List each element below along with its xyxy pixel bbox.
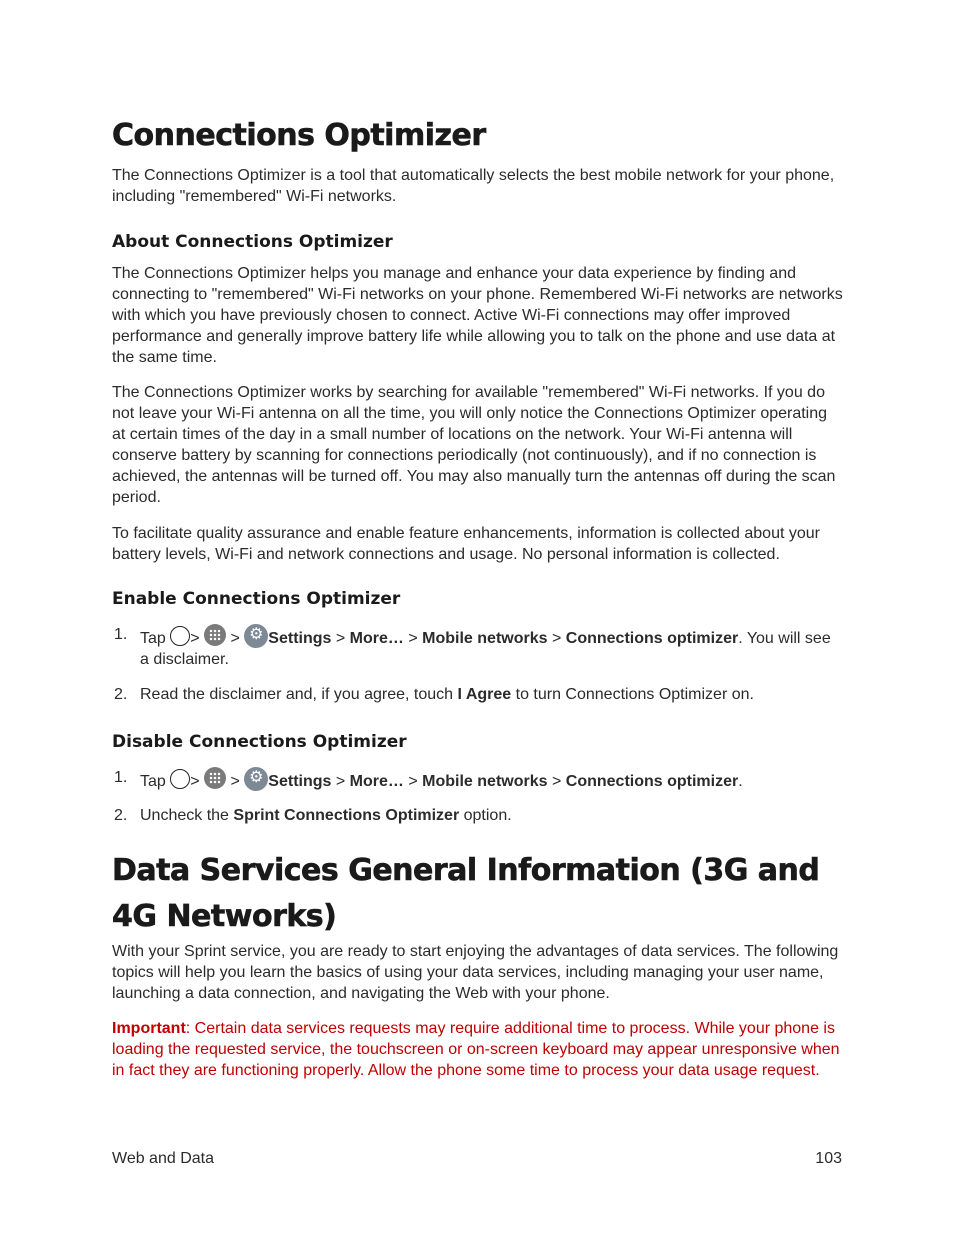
data-services-paragraph: With your Sprint service, you are ready to start enjoying the advantages of data services. The following topics will help you learn the basics of using your data services, including managing your user name, launching a data connection, and navigating the Web with your phone.: [112, 943, 839, 1002]
step-more: More…: [349, 630, 404, 647]
about-paragraph-1: The Connections Optimizer helps you manage and enhance your data experience by finding and connecting to "remembered" Wi-Fi networks on your phone. Remembered Wi-Fi networks are networks with which you have previously chosen to connect. Active Wi-Fi connections may offer improved performance and generally improve battery life while allowing you to talk on the phone and use data at the same time.: [112, 265, 843, 366]
step-connections-optimizer: Connections optimizer: [565, 630, 739, 647]
important-label: Important: [112, 1020, 186, 1037]
step-option-name: Sprint Connections Optimizer: [233, 807, 460, 824]
gt-separator: >: [190, 630, 200, 647]
disable-step-2: [112, 805, 844, 826]
important-note: [112, 1018, 844, 1081]
footer-page-number: 103: [815, 1150, 842, 1167]
step-mobile-networks: Mobile networks: [422, 630, 548, 647]
home-circle-icon: [170, 769, 190, 789]
enable-step-1: [112, 624, 844, 670]
step-i-agree: I Agree: [457, 686, 512, 703]
step-more: More…: [349, 773, 404, 790]
settings-gear-icon: ⚙: [244, 767, 268, 791]
footer-section-name: Web and Data: [112, 1150, 214, 1167]
step-settings: Settings: [268, 630, 332, 647]
step-number: 2.: [114, 807, 128, 824]
heading-enable: Enable Connections Optimizer: [112, 589, 401, 609]
step-number: 1.: [114, 626, 128, 643]
gt-separator: >: [230, 773, 240, 790]
apps-grid-icon: [204, 767, 226, 789]
gt-separator: >: [408, 773, 418, 790]
step-connections-optimizer: Connections optimizer: [565, 773, 739, 790]
heading-disable: Disable Connections Optimizer: [112, 732, 407, 752]
enable-step-2: [112, 684, 844, 705]
step-tap-text: Tap: [140, 773, 166, 790]
step-tail: .: [738, 773, 743, 790]
gt-separator: >: [230, 630, 240, 647]
home-circle-icon: [170, 626, 190, 646]
disable-steps-list: [112, 767, 844, 826]
disable-step-1: [112, 767, 844, 792]
step-pre: Read the disclaimer and, if you agree, touch: [140, 686, 458, 703]
intro-paragraph: The Connections Optimizer is a tool that automatically selects the best mobile network for your phone, including "remembered" Wi-Fi networks.: [112, 167, 835, 205]
settings-gear-icon: ⚙: [244, 624, 268, 648]
step-number: 2.: [114, 686, 128, 703]
gt-separator: >: [551, 630, 562, 647]
about-paragraph-2: The Connections Optimizer works by searching for available "remembered" Wi-Fi networks. If you do not leave your Wi-Fi antenna on all the time, you will only notice the Connections Optimizer operating at certain times of the day in a small number of locations on the network. Your Wi-Fi antenna will conserve battery by scanning for connections periodically (not continuously), and if no connection is achieved, the antennas will be turned off. You may also manually turn the antennas off during the scan period.: [112, 384, 836, 506]
section-title-data-services: Data Services General Information (3G and 4G Networks): [112, 853, 820, 934]
heading-about: About Connections Optimizer: [112, 232, 393, 252]
step-settings: Settings: [268, 773, 332, 790]
step-tap-text: Tap: [140, 630, 166, 647]
step-tail: . You will see a disclaimer.: [140, 630, 831, 668]
gt-separator: >: [335, 630, 346, 647]
step-mobile-networks: Mobile networks: [422, 773, 548, 790]
section-title-connections-optimizer: Connections Optimizer: [112, 118, 486, 153]
enable-steps-list: [112, 624, 844, 705]
step-number: 1.: [114, 769, 128, 786]
step-post: option.: [459, 807, 512, 824]
apps-grid-icon: [204, 624, 226, 646]
step-pre: Uncheck the: [140, 807, 234, 824]
about-paragraph-3: To facilitate quality assurance and enable feature enhancements, information is collected about your battery levels, Wi-Fi and network connections and usage. No personal information is collected.: [112, 525, 820, 563]
gt-separator: >: [335, 773, 346, 790]
step-post: to turn Connections Optimizer on.: [511, 686, 754, 703]
gt-separator: >: [551, 773, 562, 790]
gt-separator: >: [190, 773, 200, 790]
important-text: : Certain data services requests may require additional time to process. While your phone is loading the requested service, the touchscreen or on-screen keyboard may appear unresponsive when in fact they are functioning properly. Allow the phone some time to process your data usage request.: [112, 1020, 840, 1079]
gt-separator: >: [408, 630, 418, 647]
